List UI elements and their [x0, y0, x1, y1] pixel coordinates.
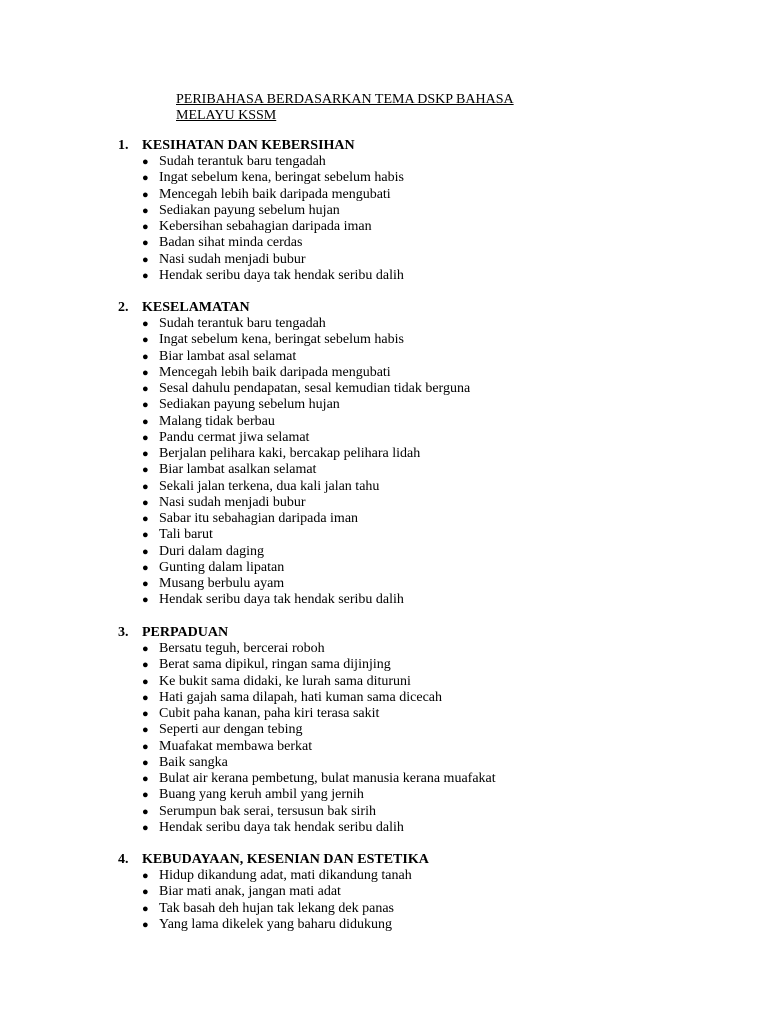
bullet-icon: ●: [142, 399, 149, 412]
list-item: [118, 690, 678, 706]
list-item: [118, 219, 678, 235]
bullet-icon: ●: [142, 756, 149, 769]
proverb-text: Tali barut: [159, 527, 213, 543]
proverb-text: Ingat sebelum kena, beringat sebelum habis: [159, 332, 404, 348]
proverb-text: Sediakan payung sebelum hujan: [159, 202, 340, 218]
list-item: [118, 479, 678, 495]
list-item: [118, 722, 678, 738]
section-heading: [118, 300, 678, 316]
list-item: [118, 544, 678, 560]
list-item: [118, 674, 678, 690]
document-title-line-2: MELAYU KSSM: [176, 108, 277, 123]
section-number: 4.: [118, 852, 129, 867]
bullet-icon: ●: [142, 870, 149, 882]
list-item: [118, 804, 678, 820]
bullet-icon: ●: [142, 578, 149, 590]
list-item: [118, 414, 678, 430]
bullet-icon: ●: [142, 789, 149, 802]
section-number: 2.: [118, 300, 129, 315]
section-title: KESIHATAN DAN KEBERSIHAN: [142, 138, 355, 153]
list-item: [118, 511, 678, 527]
proverb-text: Sabar itu sebahagian daripada iman: [159, 511, 359, 526]
section-title: KEBUDAYAAN, KESENIAN DAN ESTETIKA: [142, 852, 429, 867]
bullet-icon: ●: [142, 561, 149, 574]
bullet-icon: ●: [142, 902, 149, 915]
list-item: [118, 462, 678, 478]
list-item: [118, 235, 678, 251]
bullet-icon: ●: [142, 237, 149, 250]
proverb-text: Malang tidak berbau: [159, 413, 275, 429]
list-item: [118, 868, 678, 884]
proverb-text: Kebersihan sebahagian daripada iman: [159, 219, 372, 234]
proverb-text: Musang berbulu ayam: [159, 576, 285, 591]
bullet-icon: ●: [142, 366, 149, 379]
proverb-list: [118, 868, 678, 933]
list-item: [118, 430, 678, 446]
proverb-text: Ke bukit sama didaki, ke lurah sama dituruni: [159, 673, 411, 689]
proverb-list: [118, 316, 678, 609]
proverb-text: Bulat air kerana pembetung, bulat manusia kerana muafakat: [159, 771, 496, 786]
bullet-icon: ●: [142, 350, 149, 363]
list-item: [118, 901, 678, 917]
proverb-text: Sesal dahulu pendapatan, sesal kemudian tidak berguna: [159, 381, 471, 396]
bullet-icon: ●: [142, 805, 149, 818]
bullet-icon: ●: [142, 221, 149, 233]
proverb-text: Buang yang keruh ambil yang jernih: [159, 787, 364, 803]
list-item: [118, 446, 678, 462]
bullet-icon: ●: [142, 545, 149, 558]
proverb-text: Hidup dikandung adat, mati dikandung tanah: [159, 868, 412, 883]
list-item: [118, 381, 678, 397]
bullet-icon: ●: [142, 513, 149, 525]
section-heading: [118, 138, 678, 154]
bullet-icon: ●: [142, 643, 149, 655]
bullet-icon: ●: [142, 594, 149, 607]
proverb-text: Muafakat membawa berkat: [159, 738, 313, 754]
bullet-icon: ●: [142, 724, 149, 737]
proverb-text: Mencegah lebih baik daripada mengubati: [159, 364, 391, 380]
bullet-icon: ●: [142, 383, 149, 395]
list-item: [118, 252, 678, 268]
list-item: [118, 397, 678, 413]
section-kebudayaan: [118, 852, 678, 933]
proverb-text: Duri dalam daging: [159, 543, 264, 559]
proverb-text: Yang lama dikelek yang baharu didukung: [159, 916, 393, 932]
list-item: [118, 787, 678, 803]
proverb-text: Hendak seribu daya tak hendak seribu dalih: [159, 592, 404, 608]
bullet-icon: ●: [142, 415, 149, 428]
proverb-text: Serumpun bak serai, tersusun bak sirih: [159, 803, 376, 819]
bullet-icon: ●: [142, 773, 149, 785]
proverb-text: Seperti aur dengan tebing: [159, 722, 303, 738]
list-item: [118, 203, 678, 219]
list-item: [118, 706, 678, 722]
proverb-text: Nasi sudah menjadi bubur: [159, 494, 306, 510]
list-item: [118, 154, 678, 170]
proverb-text: Sudah terantuk baru tengadah: [159, 154, 326, 169]
bullet-icon: ●: [142, 708, 149, 720]
proverb-text: Biar lambat asalkan selamat: [159, 462, 317, 478]
document-title: [176, 92, 556, 124]
list-item: [118, 268, 678, 284]
bullet-icon: ●: [142, 918, 149, 931]
section-title: PERPADUAN: [142, 625, 229, 640]
proverb-text: Hendak seribu daya tak hendak seribu dalih: [159, 267, 404, 283]
proverb-text: Sekali jalan terkena, dua kali jalan tahu: [159, 478, 380, 494]
proverb-text: Hati gajah sama dilapah, hati kuman sama dicecah: [159, 689, 443, 705]
bullet-icon: ●: [142, 156, 149, 168]
bullet-icon: ●: [142, 480, 149, 493]
list-item: [118, 560, 678, 576]
section-number: 3.: [118, 625, 129, 640]
section-keselamatan: [118, 300, 678, 609]
proverb-text: Cubit paha kanan, paha kiri terasa sakit: [159, 706, 380, 721]
list-item: [118, 187, 678, 203]
bullet-icon: ●: [142, 172, 149, 185]
list-item: [118, 657, 678, 673]
bullet-icon: ●: [142, 318, 149, 330]
bullet-icon: ●: [142, 431, 149, 444]
bullet-icon: ●: [142, 529, 149, 542]
proverb-text: Baik sangka: [159, 754, 228, 770]
proverb-text: Biar lambat asal selamat: [159, 348, 297, 364]
list-item: [118, 641, 678, 657]
section-number: 1.: [118, 138, 129, 153]
bullet-icon: ●: [142, 464, 149, 477]
section-perpaduan: [118, 625, 678, 836]
proverb-text: Hendak seribu daya tak hendak seribu dalih: [159, 819, 404, 835]
list-item: [118, 349, 678, 365]
list-item: [118, 820, 678, 836]
bullet-icon: ●: [142, 448, 149, 460]
list-item: [118, 170, 678, 186]
list-item: [118, 495, 678, 511]
list-item: [118, 592, 678, 608]
list-item: [118, 739, 678, 755]
bullet-icon: ●: [142, 659, 149, 672]
proverb-text: Ingat sebelum kena, beringat sebelum habis: [159, 170, 404, 186]
bullet-icon: ●: [142, 821, 149, 834]
bullet-icon: ●: [142, 675, 149, 688]
bullet-icon: ●: [142, 253, 149, 266]
proverb-list: [118, 641, 678, 836]
proverb-text: Mencegah lebih baik daripada mengubati: [159, 186, 391, 202]
proverb-text: Biar mati anak, jangan mati adat: [159, 884, 341, 900]
bullet-icon: ●: [142, 334, 149, 347]
proverb-text: Nasi sudah menjadi bubur: [159, 251, 306, 267]
list-item: [118, 884, 678, 900]
bullet-icon: ●: [142, 691, 149, 704]
document-title-line-1: PERIBAHASA BERDASARKAN TEMA DSKP BAHASA: [176, 92, 514, 107]
list-item: [118, 576, 678, 592]
list-item: [118, 365, 678, 381]
list-item: [118, 316, 678, 332]
section-title: KESELAMATAN: [142, 300, 250, 315]
section-heading: [118, 625, 678, 641]
section-kesihatan: [118, 138, 678, 284]
bullet-icon: ●: [142, 188, 149, 201]
bullet-icon: ●: [142, 269, 149, 282]
list-item: [118, 917, 678, 933]
section-heading: [118, 852, 678, 868]
proverb-text: Gunting dalam lipatan: [159, 559, 285, 575]
list-item: [118, 755, 678, 771]
proverb-text: Pandu cermat jiwa selamat: [159, 429, 310, 445]
proverb-text: Badan sihat minda cerdas: [159, 235, 303, 251]
proverb-text: Sediakan payung sebelum hujan: [159, 397, 340, 413]
list-item: [118, 332, 678, 348]
proverb-text: Sudah terantuk baru tengadah: [159, 316, 326, 331]
proverb-text: Berat sama dipikul, ringan sama dijinjing: [159, 657, 391, 673]
bullet-icon: ●: [142, 886, 149, 899]
bullet-icon: ●: [142, 496, 149, 509]
proverb-text: Tak basah deh hujan tak lekang dek panas: [159, 900, 394, 916]
proverb-list: [118, 154, 678, 284]
bullet-icon: ●: [142, 740, 149, 753]
proverb-text: Bersatu teguh, bercerai roboh: [159, 641, 325, 656]
list-item: [118, 527, 678, 543]
proverb-text: Berjalan pelihara kaki, bercakap pelihara lidah: [159, 446, 421, 461]
bullet-icon: ●: [142, 204, 149, 217]
list-item: [118, 771, 678, 787]
